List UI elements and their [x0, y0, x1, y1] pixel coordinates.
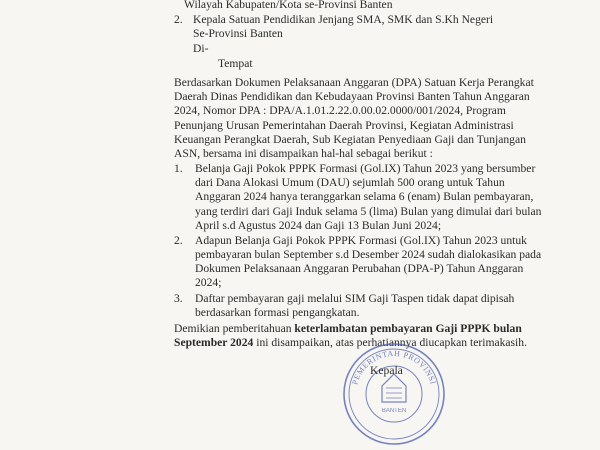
point-2-number: 2. [174, 234, 183, 247]
point-1-line-3: Anggaran 2024 hanya teranggarkan selama 6 (enam) Bulan pembayaran, [195, 190, 534, 203]
intro-line-2: Daerah Dinas Pendidikan dan Kebudayaan Provinsi Banten Tahun Anggaran [174, 90, 530, 103]
intro-line-3: 2024, Nomor DPA : DPA/A.1.01.2.22.0.00.02.0000/001/2024, Program [174, 104, 506, 117]
closing-text-2a-bold: September 2024 [174, 336, 254, 349]
point-2-line-4: 2024; [195, 276, 222, 289]
official-stamp [338, 338, 450, 450]
point-1-line-2: dari Dana Alokasi Umum (DAU) sejumlah 500 orang untuk Tahun [195, 176, 505, 189]
stamp-emblem-lines [386, 388, 402, 398]
point-2-line-1: Adapun Belanja Gaji Pokok PPPK Formasi (Gol.IX) Tahun 2023 untuk [195, 234, 527, 247]
closing-line-1 [174, 322, 522, 336]
point-2-line-2: pembayaran bulan September s.d Desember 2024 sudah dialokasikan pada [195, 248, 542, 261]
point-1-line-5: April s.d Agustus 2024 dan Gaji 13 Bulan Juni 2024; [195, 219, 442, 232]
signature-title: Kepala [370, 363, 403, 377]
recipient-2-line-2: Se-Provinsi Banten [193, 27, 283, 40]
intro-line-4: Penunjang Urusan Pemerintahan Daerah Provinsi, Kegiatan Administrasi [174, 119, 514, 132]
point-3-line-1: Daftar pembayaran gaji melalui SIM Gaji Taspen tidak dapat dipisah [195, 292, 515, 305]
intro-line-6: ASN, bersama ini disampaikan hal-hal sebagai berikut : [174, 147, 433, 160]
recipient-2-number: 2. [174, 13, 183, 26]
closing-text-2b: ini disampaikan, atas perhatiannya diucapkan terimakasih. [253, 336, 527, 349]
point-3-number: 3. [174, 292, 183, 305]
recipient-line-1: Wilayah Kabupaten/Kota se-Provinsi Banten [184, 0, 393, 11]
recipient-di: Di- [193, 42, 209, 55]
closing-text-1a: Demikian pemberitahuan [174, 322, 295, 335]
intro-line-1: Berdasarkan Dokumen Pelaksanaan Anggaran (DPA) Satuan Kerja Perangkat [174, 76, 534, 89]
point-2-line-3: Dokumen Pelaksanaan Anggaran Perubahan (DPA-P) Tahun Anggaran [195, 262, 524, 275]
stamp-inner-label: BANTEN [381, 408, 407, 414]
point-3-line-2: berdasarkan formasi pengangkatan. [195, 306, 360, 319]
point-1-line-1: Belanja Gaji Pokok PPPK Formasi (Gol.IX) Tahun 2023 yang bersumber [195, 162, 536, 175]
point-1-line-4: yang terdiri dari Gaji Induk selama 5 (lima) Bulan yang dimulai dari bulan [195, 205, 542, 218]
intro-line-5: Keuangan Perangkat Daerah, Sub Kegiatan Penyediaan Gaji dan Tunjangan [174, 133, 526, 146]
recipient-tempat: Tempat [218, 57, 253, 70]
point-1-number: 1. [174, 162, 183, 175]
stamp-ring-text: PEMERINTAH PROVINSI [350, 348, 438, 386]
stamp-outer-ring [344, 344, 444, 444]
closing-text-1b-bold: keterlambatan pembayaran Gaji PPPK bulan [294, 322, 522, 335]
recipient-2-line-1: Kepala Satuan Pendidikan Jenjang SMA, SMK dan S.Kh Negeri [193, 13, 494, 26]
